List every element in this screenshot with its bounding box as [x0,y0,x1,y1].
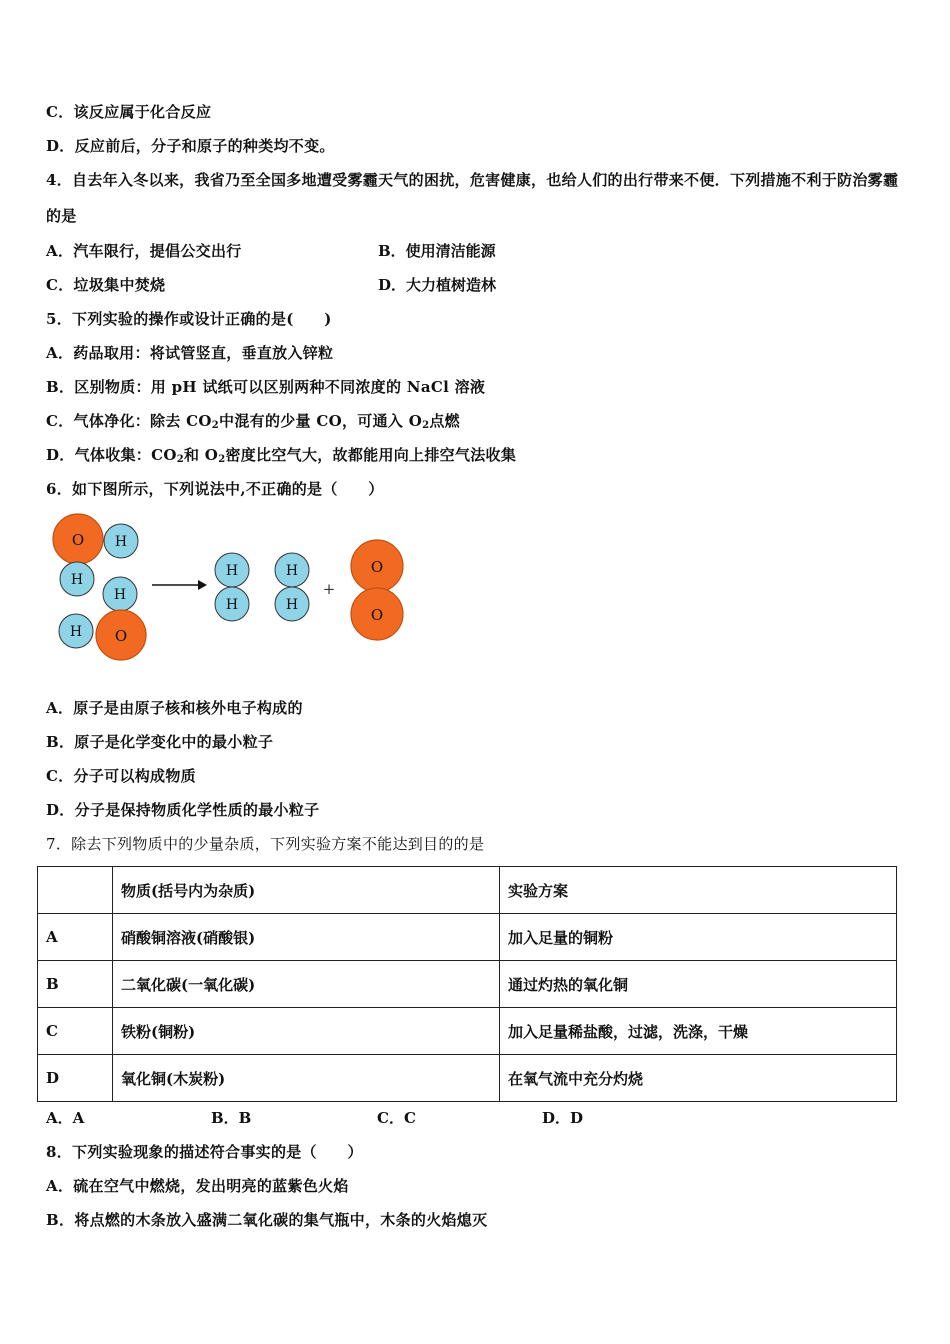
q5-option-b: B．区别物质：用 pH 试纸可以区别两种不同浓度的 NaCl 溶液 [46,378,486,396]
table-cell: C [38,1008,113,1055]
plus-sign: + [322,580,336,598]
table-row [38,914,897,961]
q5-option-d: D．气体收集：$CO_2$和 $O_2$密度比空气大，故都能用向上排空气法收集 [46,446,517,465]
table-cell: D [38,1055,113,1102]
q3-option-d: D．反应前后，分子和原子的种类均不变。 [46,137,335,155]
table-header-cell: 实验方案 [500,867,897,914]
reaction-diagram [40,505,420,670]
hydrogen-label: H [285,563,299,579]
table-header-row [38,867,897,914]
hydrogen-label: H [225,597,239,613]
table-row [38,1008,897,1055]
hydrogen-label: H [69,624,83,640]
table-cell: 加入足量稀盐酸，过滤，洗涤，干燥 [500,1008,897,1055]
hydrogen-label: H [285,597,299,613]
oxygen-label: O [370,606,384,624]
q6-option-b: B．原子是化学变化中的最小粒子 [46,733,274,751]
hydrogen-molecule-1 [215,553,249,621]
q6-option-c: C．分子可以构成物质 [46,767,196,785]
table-cell: 氧化铜(木炭粉) [113,1055,500,1102]
table-cell: 在氧气流中充分灼烧 [500,1055,897,1102]
q7-option-b: B．B [211,1109,252,1127]
table-row [38,1055,897,1102]
oxygen-molecule [351,540,403,640]
q5-option-a: A．药品取用：将试管竖直，垂直放入锌粒 [46,344,334,362]
hydrogen-label: H [113,587,127,603]
reaction-arrow [152,580,207,590]
q8-option-a: A．硫在空气中燃烧，发出明亮的蓝紫色火焰 [46,1177,349,1195]
oxygen-label: O [71,531,85,549]
table-cell: 二氧化碳(一氧化碳) [113,961,500,1008]
q7-option-c: C．C [377,1109,416,1127]
q5-stem: 5．下列实验的操作或设计正确的是( ) [46,310,332,328]
q6-stem: 6．如下图所示，下列说法中,不正确的是（ ） [46,480,384,498]
q4-stem: 4．自去年入冬以来，我省乃至全国多地遭受雾霾天气的困扰，危害健康，也给人们的出行带来不便．下列措施不利于防治雾霾的是 [46,171,899,225]
q7-option-a: A．A [46,1109,85,1127]
q5-option-c: C．气体净化：除去 $CO_2$中混有的少量 CO，可通入 $O_2$点燃 [46,412,460,431]
table-cell: B [38,961,113,1008]
hydrogen-label: H [225,563,239,579]
q4-option-d: D．大力植树造林 [378,276,497,294]
table-cell: 铁粉(铜粉) [113,1008,500,1055]
oxygen-label: O [114,627,128,645]
hydrogen-label: H [70,572,84,588]
table-cell: A [38,914,113,961]
q8-stem: 8．下列实验现象的描述符合事实的是（ ） [46,1143,363,1161]
table-header-cell [38,867,113,914]
hydrogen-label: H [114,534,128,550]
q4-option-a: A．汽车限行，提倡公交出行 [46,242,242,260]
q8-option-b: B．将点燃的木条放入盛满二氧化碳的集气瓶中，木条的火焰熄灭 [46,1211,488,1229]
q4-option-b: B．使用清洁能源 [378,242,496,260]
hydrogen-molecule-2 [275,553,309,621]
table-cell: 加入足量的铜粉 [500,914,897,961]
q4-option-c: C．垃圾集中焚烧 [46,276,166,294]
table-header-cell: 物质(括号内为杂质) [113,867,500,914]
q6-option-a: A．原子是由原子核和核外电子构成的 [46,699,303,717]
table-cell: 硝酸铜溶液(硝酸银) [113,914,500,961]
q6-option-d: D．分子是保持物质化学性质的最小粒子 [46,801,320,819]
table-row [38,961,897,1008]
q7-option-d: D．D [542,1109,584,1127]
table-cell: 通过灼热的氧化铜 [500,961,897,1008]
experiment-table [37,866,897,1102]
q3-option-c: C．该反应属于化合反应 [46,103,212,121]
q7-stem: 7．除去下列物质中的少量杂质，下列实验方案不能达到目的的是 [46,835,485,853]
oxygen-label: O [370,558,384,576]
